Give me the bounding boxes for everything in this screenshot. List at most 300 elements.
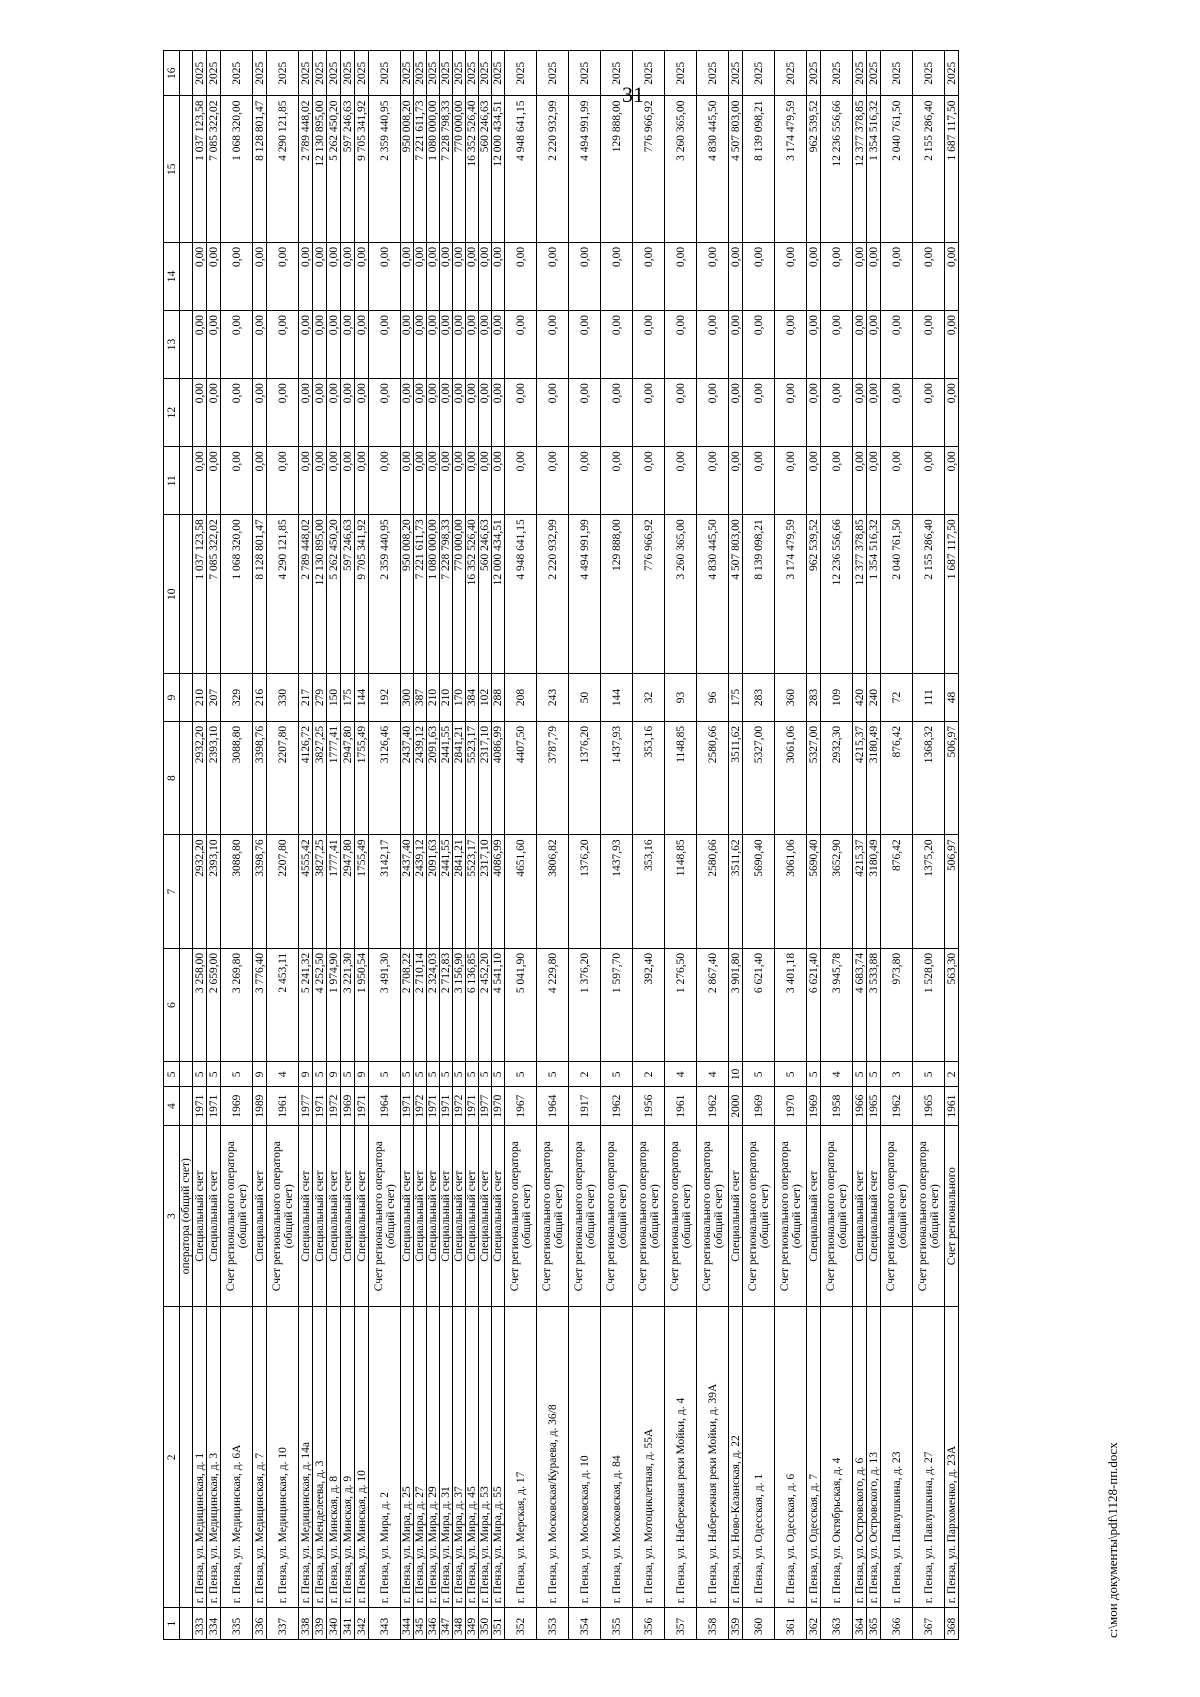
cell-area-living: 1755,49 [355, 835, 369, 949]
cell-residents: 243 [537, 674, 569, 722]
page-number: 31 [622, 82, 644, 107]
cell-area-residential: 2207,80 [267, 721, 299, 835]
cell-fund-federal: 0,00 [665, 447, 697, 515]
cell-area-living: 2207,80 [267, 835, 299, 949]
cell-fund-local: 0,00 [743, 311, 775, 379]
cell-fund-federal: 0,00 [327, 447, 341, 515]
cell-fund-owners: 0,00 [355, 242, 369, 310]
cell-account-type: Счет регионального оператора (общий счет) [633, 1125, 665, 1307]
cell-cost-total: 560 246,63 [479, 515, 492, 674]
cell-area-total: 3 156,90 [453, 948, 466, 1062]
cell-residents: 387 [414, 674, 427, 722]
cell-area-living: 1437,93 [601, 835, 633, 949]
cell-fund-regional: 0,00 [355, 379, 369, 447]
cell-row-number: 360 [743, 1608, 775, 1640]
cell-address: г. Пенза, ул. Мира, д. 31 [440, 1307, 453, 1608]
cell-plan-year: 2025 [401, 51, 414, 97]
cell-fund-regional: 0,00 [775, 379, 807, 447]
cell-account-type: Счет регионального оператора (общий счет) [743, 1125, 775, 1307]
cell-area-living: 4215,37 [853, 835, 867, 949]
cell-fund-other: 3 174 479,59 [775, 96, 807, 242]
cell-fund-local: 0,00 [341, 311, 355, 379]
cell-fund-federal: 0,00 [537, 447, 569, 515]
cell-area-residential: 2932,30 [821, 721, 853, 835]
cell-fund-regional: 0,00 [253, 379, 267, 447]
cell-area-living: 3142,17 [369, 835, 401, 949]
cell-residents: 109 [821, 674, 853, 722]
column-number-cell: 8 [164, 721, 180, 835]
cell-year: 1956 [633, 1087, 665, 1126]
cell-cost-total: 2 789 448,02 [299, 515, 313, 674]
cell-area-residential: 3787,79 [537, 721, 569, 835]
column-number-cell: 13 [164, 311, 180, 379]
cell-fund-owners: 0,00 [479, 242, 492, 310]
cell-floors: 9 [355, 1062, 369, 1087]
cell-fund-owners: 0,00 [327, 242, 341, 310]
cell-area-total: 2 324,03 [427, 948, 440, 1062]
cell-fund-other: 12 236 556,66 [821, 96, 853, 242]
cell-plan-year: 2025 [341, 51, 355, 97]
cell-account-type: Специальный счет [867, 1125, 881, 1307]
cell-year: 1966 [853, 1087, 867, 1126]
cell-fund-local: 0,00 [775, 311, 807, 379]
cell-area-total: 1 528,00 [913, 948, 945, 1062]
cell-area-total: 4 541,10 [492, 948, 505, 1062]
cell-floors: 9 [327, 1062, 341, 1087]
cell-address: г. Пенза, ул. Медицинская, д. 10 [267, 1307, 299, 1608]
cell-fund-regional: 0,00 [881, 379, 913, 447]
cell-floors: 5 [453, 1062, 466, 1087]
cell-fund-other: 4 494 991,99 [569, 96, 601, 242]
table-row [601, 51, 633, 1640]
cell-area-residential: 3061,06 [775, 721, 807, 835]
cell-area-living: 2091,63 [427, 835, 440, 949]
cell-area-residential: 2441,55 [440, 721, 453, 835]
cell-fund-owners: 0,00 [427, 242, 440, 310]
cell-year: 1962 [881, 1087, 913, 1126]
cell-floors: 5 [369, 1062, 401, 1087]
cell-fund-regional: 0,00 [505, 379, 537, 447]
column-number-cell: 11 [164, 447, 180, 515]
cell-residents: 208 [505, 674, 537, 722]
cell-cost-total: 5 262 450,20 [327, 515, 341, 674]
cell-year: 1964 [537, 1087, 569, 1126]
cell-plan-year: 2025 [453, 51, 466, 97]
cell-area-total: 2 867,40 [697, 948, 729, 1062]
cell-fund-regional: 0,00 [492, 379, 505, 447]
cell-account-type: Специальный счет [729, 1125, 743, 1307]
file-path-footer: c:\мои документы\pdf\1128-пп.docx [1105, 1442, 1120, 1638]
cell-area-total: 3 258,00 [193, 948, 207, 1062]
cell-floors: 2 [633, 1062, 665, 1087]
cell-floors: 4 [665, 1062, 697, 1087]
cell-floors: 5 [207, 1062, 221, 1087]
cell-floors: 5 [743, 1062, 775, 1087]
cell-residents: 329 [221, 674, 253, 722]
cell-area-total: 3 221,30 [341, 948, 355, 1062]
cell-area-total: 3 401,18 [775, 948, 807, 1062]
cell-residents: 240 [867, 674, 881, 722]
cell-area-total: 973,80 [881, 948, 913, 1062]
cell-fund-other: 950 008,20 [401, 96, 414, 242]
cell-area-residential: 2437,40 [401, 721, 414, 835]
cell-floors: 5 [440, 1062, 453, 1087]
cell-fund-local: 0,00 [505, 311, 537, 379]
cell-fund-owners: 0,00 [267, 242, 299, 310]
cell-fund-local: 0,00 [221, 311, 253, 379]
cell-fund-local: 0,00 [633, 311, 665, 379]
cell-account-type: Счет регионального [945, 1125, 959, 1307]
cell-fund-regional: 0,00 [313, 379, 327, 447]
table-row [267, 51, 299, 1640]
cell-fund-regional: 0,00 [221, 379, 253, 447]
cell-fund-other: 1 080 000,00 [427, 96, 440, 242]
cell-cost-total: 3 260 365,00 [665, 515, 697, 674]
cell-fund-owners: 0,00 [505, 242, 537, 310]
cell-cost-total: 1 080 000,00 [427, 515, 440, 674]
cell-account-type: Счет регионального оператора (общий счет) [221, 1125, 253, 1307]
cell-fund-federal: 0,00 [867, 447, 881, 515]
cell-fund-regional: 0,00 [207, 379, 221, 447]
cell-account-type: Счет регионального оператора (общий счет) [665, 1125, 697, 1307]
cell-area-residential: 506,97 [945, 721, 959, 835]
cell-fund-owners: 0,00 [881, 242, 913, 310]
cell-area-total: 6 621,40 [807, 948, 821, 1062]
cell-row-number: 334 [207, 1608, 221, 1640]
cell-fund-other: 2 040 761,50 [881, 96, 913, 242]
cell-area-living: 2841,21 [453, 835, 466, 949]
cell-area-living: 2317,10 [479, 835, 492, 949]
cell-area-living: 2932,20 [193, 835, 207, 949]
cell [180, 96, 193, 242]
cell-area-residential: 4215,37 [853, 721, 867, 835]
cell-fund-owners: 0,00 [299, 242, 313, 310]
cell-residents: 96 [697, 674, 729, 722]
table-row [207, 51, 221, 1640]
cell-year: 1972 [327, 1087, 341, 1126]
cell-area-living: 3061,06 [775, 835, 807, 949]
cell-plan-year: 2025 [729, 51, 743, 97]
cell-area-living: 2580,66 [697, 835, 729, 949]
cell-address: г. Пенза, ул. Московская, д. 10 [569, 1307, 601, 1608]
cell-fund-local: 0,00 [427, 311, 440, 379]
table-row [479, 51, 492, 1640]
cell-row-number: 339 [313, 1608, 327, 1640]
cell-row-number: 336 [253, 1608, 267, 1640]
cell-cost-total: 597 246,63 [341, 515, 355, 674]
cell-fund-federal: 0,00 [207, 447, 221, 515]
table-row [414, 51, 427, 1640]
table-row [853, 51, 867, 1640]
cell-fund-local: 0,00 [414, 311, 427, 379]
cell-address: г. Пенза, ул. Мира, д. 25 [401, 1307, 414, 1608]
cell-fund-federal: 0,00 [569, 447, 601, 515]
column-number-cell: 15 [164, 96, 180, 242]
cell-address: г. Пенза, ул. Павлушкина, д. 27 [913, 1307, 945, 1608]
cell-year: 1971 [355, 1087, 369, 1126]
cell-fund-federal: 0,00 [601, 447, 633, 515]
table-row [743, 51, 775, 1640]
cell-plan-year: 2025 [807, 51, 821, 97]
cell-plan-year: 2025 [697, 51, 729, 97]
cell-fund-regional: 0,00 [479, 379, 492, 447]
cell-fund-local: 0,00 [453, 311, 466, 379]
cell-row-number: 354 [569, 1608, 601, 1640]
cell-fund-owners: 0,00 [665, 242, 697, 310]
cell-fund-regional: 0,00 [853, 379, 867, 447]
cell-area-residential: 4086,99 [492, 721, 505, 835]
cell-account-type: Специальный счет [853, 1125, 867, 1307]
cell-year: 1972 [414, 1087, 427, 1126]
cell-fund-regional: 0,00 [569, 379, 601, 447]
table-row [729, 51, 743, 1640]
table-row [807, 51, 821, 1640]
cell-account-type: Счет регионального оператора (общий счет) [697, 1125, 729, 1307]
cell-area-total: 2 710,14 [414, 948, 427, 1062]
cell-area-residential: 876,42 [881, 721, 913, 835]
cell-area-total: 1 376,20 [569, 948, 601, 1062]
cell-fund-federal: 0,00 [369, 447, 401, 515]
cell-year: 1962 [697, 1087, 729, 1126]
cell-area-total: 3 776,40 [253, 948, 267, 1062]
cell-fund-other: 4 507 803,00 [729, 96, 743, 242]
cell-floors: 5 [601, 1062, 633, 1087]
cell-plan-year: 2025 [569, 51, 601, 97]
cell-area-living: 5690,40 [743, 835, 775, 949]
cell-fund-other: 2 155 286,40 [913, 96, 945, 242]
cell-cost-total: 16 352 526,40 [466, 515, 479, 674]
cell-plan-year: 2025 [466, 51, 479, 97]
cell-fund-regional: 0,00 [807, 379, 821, 447]
cell-plan-year: 2025 [492, 51, 505, 97]
cell-residents: 144 [601, 674, 633, 722]
cell-cost-total: 12 000 434,51 [492, 515, 505, 674]
cell-plan-year: 2025 [479, 51, 492, 97]
cell-account-type: Специальный счет [313, 1125, 327, 1307]
cell-address: г. Пенза, ул. Медицинская, д. 6А [221, 1307, 253, 1608]
cell-residents: 210 [427, 674, 440, 722]
column-number-cell: 4 [164, 1087, 180, 1126]
cell-fund-federal: 0,00 [466, 447, 479, 515]
cell-fund-owners: 0,00 [697, 242, 729, 310]
cell-fund-other: 2 220 932,99 [537, 96, 569, 242]
cell-fund-other: 2 359 440,95 [369, 96, 401, 242]
cell-fund-local: 0,00 [569, 311, 601, 379]
cell-floors: 4 [267, 1062, 299, 1087]
cell-plan-year: 2025 [440, 51, 453, 97]
cell-area-total: 4 683,74 [853, 948, 867, 1062]
cell-area-living: 3398,76 [253, 835, 267, 949]
cell-area-living: 2437,40 [401, 835, 414, 949]
column-number-cell: 1 [164, 1608, 180, 1640]
cell-fund-local: 0,00 [207, 311, 221, 379]
cell-floors: 5 [537, 1062, 569, 1087]
cell-fund-other: 597 246,63 [341, 96, 355, 242]
cell-row-number: 343 [369, 1608, 401, 1640]
cell-residents: 360 [775, 674, 807, 722]
cell-residents: 384 [466, 674, 479, 722]
cell-fund-regional: 0,00 [401, 379, 414, 447]
cell-address: г. Пенза, ул. Минская, д. 10 [355, 1307, 369, 1608]
cell-fund-other: 560 246,63 [479, 96, 492, 242]
cell-floors: 5 [775, 1062, 807, 1087]
cell-fund-regional: 0,00 [867, 379, 881, 447]
cell-fund-local: 0,00 [881, 311, 913, 379]
table-row [945, 51, 959, 1640]
cell-floors: 4 [697, 1062, 729, 1087]
cell-area-total: 3 533,88 [867, 948, 881, 1062]
cell-fund-local: 0,00 [440, 311, 453, 379]
cell-residents: 175 [341, 674, 355, 722]
cell-area-total: 2 659,00 [207, 948, 221, 1062]
cell-fund-other: 129 888,00 [601, 96, 633, 242]
cell-fund-other: 4 830 445,50 [697, 96, 729, 242]
cell-floors: 4 [821, 1062, 853, 1087]
cell-fund-regional: 0,00 [743, 379, 775, 447]
cell-cost-total: 4 507 803,00 [729, 515, 743, 674]
cell-area-residential: 3827,25 [313, 721, 327, 835]
cell-fund-owners: 0,00 [913, 242, 945, 310]
cell-floors: 5 [414, 1062, 427, 1087]
cell-area-total: 3 269,80 [221, 948, 253, 1062]
cell-cost-total: 2 155 286,40 [913, 515, 945, 674]
cell-plan-year: 2025 [313, 51, 327, 97]
cell-address: г. Пенза, ул. Одесская, д. 7 [807, 1307, 821, 1608]
cell-residents: 93 [665, 674, 697, 722]
cell-residents: 279 [313, 674, 327, 722]
cell-cost-total: 7 221 611,73 [414, 515, 427, 674]
cell-area-living: 3806,82 [537, 835, 569, 949]
cell-area-residential: 1437,93 [601, 721, 633, 835]
cell-fund-local: 0,00 [601, 311, 633, 379]
cell-plan-year: 2025 [665, 51, 697, 97]
cell-year: 1969 [221, 1087, 253, 1126]
cell-cost-total: 1 687 117,50 [945, 515, 959, 674]
cell-year: 1971 [193, 1087, 207, 1126]
column-number-cell: 2 [164, 1307, 180, 1608]
cell-row-number: 356 [633, 1608, 665, 1640]
cell-fund-federal: 0,00 [729, 447, 743, 515]
cell-fund-other: 12 377 378,85 [853, 96, 867, 242]
cell-year: 1989 [253, 1087, 267, 1126]
cell-year: 2000 [729, 1087, 743, 1126]
table-row [341, 51, 355, 1640]
cell-area-total: 2 712,83 [440, 948, 453, 1062]
cell [180, 311, 193, 379]
cell-cost-total: 2 220 932,99 [537, 515, 569, 674]
cell-year: 1917 [569, 1087, 601, 1126]
cell-row-number: 342 [355, 1608, 369, 1640]
cell-plan-year: 2025 [881, 51, 913, 97]
cell-floors: 2 [945, 1062, 959, 1087]
cell-plan-year: 2025 [633, 51, 665, 97]
cell-cost-total: 4 290 121,85 [267, 515, 299, 674]
cell-fund-local: 0,00 [867, 311, 881, 379]
cell-account-type: оператора (общий счет) [180, 1125, 193, 1307]
cell-fund-other: 8 128 801,47 [253, 96, 267, 242]
cell-area-living: 3088,80 [221, 835, 253, 949]
cell-floors: 5 [221, 1062, 253, 1087]
cell-floors: 5 [193, 1062, 207, 1087]
cell-fund-owners: 0,00 [453, 242, 466, 310]
cell-area-residential: 3088,80 [221, 721, 253, 835]
cell-address: г. Пенза, ул. Мира, д. 29 [427, 1307, 440, 1608]
cell-cost-total: 12 377 378,85 [853, 515, 867, 674]
cell-area-total: 3 945,78 [821, 948, 853, 1062]
cell-address: г. Пенза, ул. Медицинская, д. 3 [207, 1307, 221, 1608]
cell-plan-year: 2025 [355, 51, 369, 97]
cell-row-number: 362 [807, 1608, 821, 1640]
cell-area-living: 2393,10 [207, 835, 221, 949]
cell-address: г. Пенза, ул. Медицинская, д. 14а [299, 1307, 313, 1608]
cell-address: г. Пенза, ул. Ново-Казанская, д. 22 [729, 1307, 743, 1608]
cell-fund-other: 1 354 516,32 [867, 96, 881, 242]
cell-fund-local: 0,00 [267, 311, 299, 379]
cell-account-type: Специальный счет [253, 1125, 267, 1307]
cell-year: 1970 [492, 1087, 505, 1126]
cell-row-number: 346 [427, 1608, 440, 1640]
cell-fund-local: 0,00 [479, 311, 492, 379]
cell-account-type: Специальный счет [341, 1125, 355, 1307]
cell-plan-year: 2025 [207, 51, 221, 97]
table-row [327, 51, 341, 1640]
cell-fund-owners: 0,00 [492, 242, 505, 310]
cell-row-number: 368 [945, 1608, 959, 1640]
cell-fund-regional: 0,00 [453, 379, 466, 447]
cell-address: г. Пенза, ул. Островского, д. 13 [867, 1307, 881, 1608]
cell-row-number: 351 [492, 1608, 505, 1640]
table-row [665, 51, 697, 1640]
cell-area-living: 1376,20 [569, 835, 601, 949]
table-row [537, 51, 569, 1640]
cell-fund-owners: 0,00 [743, 242, 775, 310]
cell-fund-owners: 0,00 [537, 242, 569, 310]
cell-account-type: Специальный счет [401, 1125, 414, 1307]
cell-floors: 5 [913, 1062, 945, 1087]
cell-fund-regional: 0,00 [697, 379, 729, 447]
cell-cost-total: 1 037 123,58 [193, 515, 207, 674]
cell-area-residential: 5327,00 [807, 721, 821, 835]
cell-fund-federal: 0,00 [807, 447, 821, 515]
cell-account-type: Специальный счет [453, 1125, 466, 1307]
cell-fund-other: 7 228 798,33 [440, 96, 453, 242]
cell-row-number: 352 [505, 1608, 537, 1640]
cell-fund-federal: 0,00 [313, 447, 327, 515]
cell-area-residential: 2393,10 [207, 721, 221, 835]
cell-year: 1971 [466, 1087, 479, 1126]
cell-floors: 10 [729, 1062, 743, 1087]
cell-fund-local: 0,00 [313, 311, 327, 379]
cell-area-residential: 4126,72 [299, 721, 313, 835]
cell-fund-owners: 0,00 [601, 242, 633, 310]
cell-account-type: Счет регионального оператора (общий счет) [537, 1125, 569, 1307]
cell-area-total: 1 276,50 [665, 948, 697, 1062]
cell-fund-owners: 0,00 [414, 242, 427, 310]
cell-fund-local: 0,00 [945, 311, 959, 379]
cell-fund-owners: 0,00 [341, 242, 355, 310]
cell-plan-year: 2025 [193, 51, 207, 97]
cell-fund-other: 5 262 450,20 [327, 96, 341, 242]
cell-fund-federal: 0,00 [267, 447, 299, 515]
cell-area-living: 5690,40 [807, 835, 821, 949]
cell-account-type: Специальный счет [492, 1125, 505, 1307]
cell-area-total: 4 252,50 [313, 948, 327, 1062]
cell-account-type: Специальный счет [427, 1125, 440, 1307]
cell-area-total: 3 901,80 [729, 948, 743, 1062]
column-number-cell: 12 [164, 379, 180, 447]
cell-year: 1970 [775, 1087, 807, 1126]
cell-fund-federal: 0,00 [453, 447, 466, 515]
